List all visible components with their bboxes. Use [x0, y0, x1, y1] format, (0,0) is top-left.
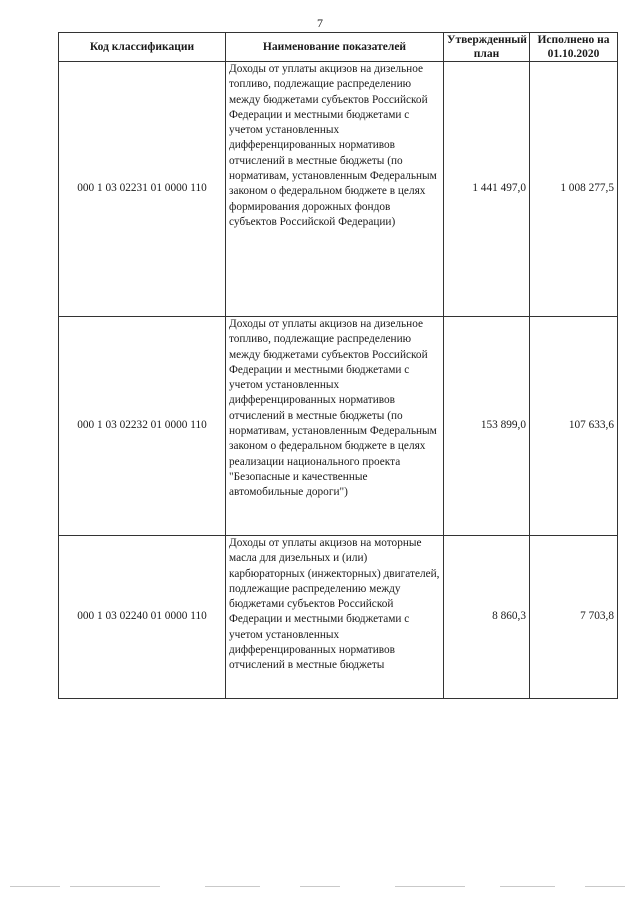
- cell-code: 000 1 03 02232 01 0000 110: [59, 317, 226, 536]
- header-executed: Исполнено на 01.10.2020: [530, 33, 618, 62]
- scan-artifact: [500, 886, 555, 887]
- scan-artifact: [585, 886, 625, 887]
- scan-artifact: [70, 886, 160, 887]
- scan-artifact: [300, 886, 340, 887]
- page-number: 7: [317, 16, 323, 30]
- scan-artifact: [395, 886, 465, 887]
- cell-name: Доходы от уплаты акцизов на моторные масла для дизельных и (или) карбюраторных (инжекторных) двигателей, подлежащие распределению между бюджетами субъектов Российской Федерации и местными бюджетами с учетом установленных дифференцированных нормативов отчислений в местные бюджеты: [226, 536, 444, 699]
- table-row: [59, 62, 618, 317]
- table-row: [59, 317, 618, 536]
- cell-executed: 7 703,8: [530, 536, 618, 699]
- cell-code: 000 1 03 02240 01 0000 110: [59, 536, 226, 699]
- cell-name: Доходы от уплаты акцизов на дизельное топливо, подлежащие распределению между бюджетами субъектов Российской Федерации и местными бюджетами с учетом установленных дифференцированных нормативов отчислений в местные бюджеты (по нормативам, установленным Федеральным законом о федеральном бюджете в целях реализации национального проекта "Безопасные и качественные автомобильные дороги"): [226, 317, 444, 536]
- table-row: [59, 536, 618, 699]
- cell-executed: 1 008 277,5: [530, 62, 618, 317]
- budget-revenue-table: [58, 32, 618, 699]
- cell-code: 000 1 03 02231 01 0000 110: [59, 62, 226, 317]
- cell-plan: 153 899,0: [444, 317, 530, 536]
- cell-plan: 1 441 497,0: [444, 62, 530, 317]
- header-plan: Утвержденный план: [444, 33, 530, 62]
- table-header-row: [59, 33, 618, 62]
- header-name: Наименование показателей: [226, 33, 444, 62]
- cell-plan: 8 860,3: [444, 536, 530, 699]
- cell-executed: 107 633,6: [530, 317, 618, 536]
- cell-name: Доходы от уплаты акцизов на дизельное топливо, подлежащие распределению между бюджетами субъектов Российской Федерации и местными бюджетами с учетом установленных дифференцированных нормативов отчислений в местные бюджеты (по нормативам, установленным Федеральным законом о федеральном бюджете в целях формирования дорожных фондов субъектов Российской Федерации): [226, 62, 444, 317]
- scan-artifact: [205, 886, 260, 887]
- header-code: Код классификации: [59, 33, 226, 62]
- scan-artifact: [10, 886, 60, 887]
